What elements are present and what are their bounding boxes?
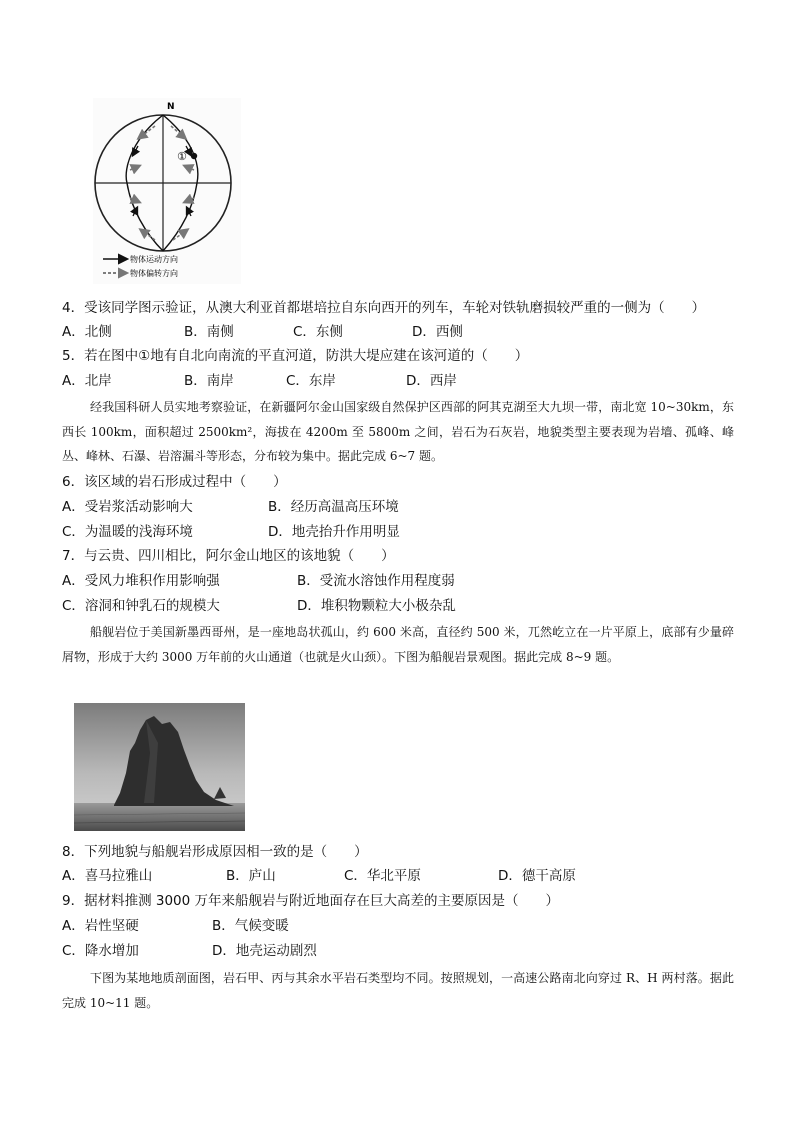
question-8-stem: 8．下列地貌与船舰岩形成原因相一致的是（ ） (62, 844, 368, 860)
location-1-dot (191, 153, 197, 159)
passage-aerjin-mountains: 经我国科研人员实地考察验证，在新疆阿尔金山国家级自然保护区西部的阿其克湖至大九坝一带，南北宽 10~30km，东西长 100km，面积超过 2500km²，海拔在 4200m 至 5800m 之间，岩石为石灰岩，地貌类型主要表现为岩墙、孤峰、峰丛、峰林、石瀑、岩溶漏斗等形态，分布较为集中。据此完成 6~7 题。 (62, 400, 734, 463)
q4-option-c[interactable]: C．东侧 (293, 324, 343, 340)
north-label: N (167, 102, 175, 112)
q4-option-b[interactable]: B．南侧 (184, 324, 234, 340)
q6-option-b[interactable]: B．经历高温高压环境 (268, 499, 399, 515)
question-6-options-row1 (62, 497, 754, 517)
shiprock-photo (74, 703, 245, 831)
q5-option-d[interactable]: D．西岸 (406, 373, 457, 389)
question-8-options (62, 866, 754, 886)
location-1-label: ① (177, 150, 187, 163)
passage-shiprock: 船舰岩位于美国新墨西哥州，是一座地岛状孤山，约 600 米高，直径约 500 米，兀然屹立在一片平原上，底部有少量碎屑物，形成于大约 3000 万年前的火山通道（也就是火山颈）。下图为船舰岩景观图。据此完成 8~9 题。 (62, 625, 734, 664)
earth-deflection-diagram (93, 98, 241, 284)
question-7-options-row1 (62, 571, 754, 591)
question-6-stem: 6．该区域的岩石形成过程中（ ） (62, 474, 287, 490)
question-9-options-row1 (62, 916, 754, 936)
q6-option-a[interactable]: A．受岩浆活动影响大 (62, 499, 193, 515)
q6-option-d[interactable]: D．地壳抬升作用明显 (268, 524, 400, 540)
q7-option-a[interactable]: A．受风力堆积作用影响强 (62, 573, 220, 589)
q5-option-b[interactable]: B．南岸 (184, 373, 234, 389)
q8-option-d[interactable]: D．德干高原 (498, 868, 576, 884)
q5-option-c[interactable]: C．东岸 (286, 373, 336, 389)
q6-option-c[interactable]: C．为温暖的浅海环境 (62, 524, 193, 540)
question-9-options-row2 (62, 941, 754, 961)
q9-option-c[interactable]: C．降水增加 (62, 943, 139, 959)
q8-option-c[interactable]: C．华北平原 (344, 868, 421, 884)
q9-option-d[interactable]: D．地壳运动剧烈 (212, 943, 317, 959)
q8-option-a[interactable]: A．喜马拉雅山 (62, 868, 153, 884)
question-5-stem: 5．若在图中①地有自北向南流的平直河道，防洪大堤应建在该河道的（ ） (62, 348, 529, 364)
question-5-options (62, 371, 754, 391)
q9-option-b[interactable]: B．气候变暖 (212, 918, 289, 934)
question-9-stem: 9．据材料推测 3000 万年来船舰岩与附近地面存在巨大高差的主要原因是（ ） (62, 893, 560, 909)
question-4-options (62, 322, 754, 342)
question-4-stem: 4．受该同学图示验证，从澳大利亚首都堪培拉自东向西开的列车，车轮对铁轨磨损较严重的一侧为（ ） (62, 300, 706, 316)
q8-option-b[interactable]: B．庐山 (226, 868, 276, 884)
q5-option-a[interactable]: A．北岸 (62, 373, 112, 389)
q4-option-a[interactable]: A．北侧 (62, 324, 112, 340)
q4-option-d[interactable]: D．西侧 (412, 324, 463, 340)
q7-option-c[interactable]: C．溶洞和钟乳石的规模大 (62, 598, 220, 614)
legend-motion-label: 物体运动方向 (130, 255, 178, 264)
q7-option-b[interactable]: B．受流水溶蚀作用程度弱 (297, 573, 455, 589)
q7-option-d[interactable]: D．堆积物颗粒大小极杂乱 (297, 598, 456, 614)
passage-geologic-profile: 下图为某地地质剖面图，岩石甲、丙与其余水平岩石类型均不同。按照规划，一高速公路南北向穿过 R、H 两村落。据此完成 10~11 题。 (62, 971, 734, 1010)
question-7-options-row2 (62, 596, 754, 616)
legend-deflection-label: 物体偏转方向 (130, 269, 178, 278)
q9-option-a[interactable]: A．岩性坚硬 (62, 918, 139, 934)
question-6-options-row2 (62, 522, 754, 542)
question-7-stem: 7．与云贵、四川相比，阿尔金山地区的该地貌（ ） (62, 548, 395, 564)
